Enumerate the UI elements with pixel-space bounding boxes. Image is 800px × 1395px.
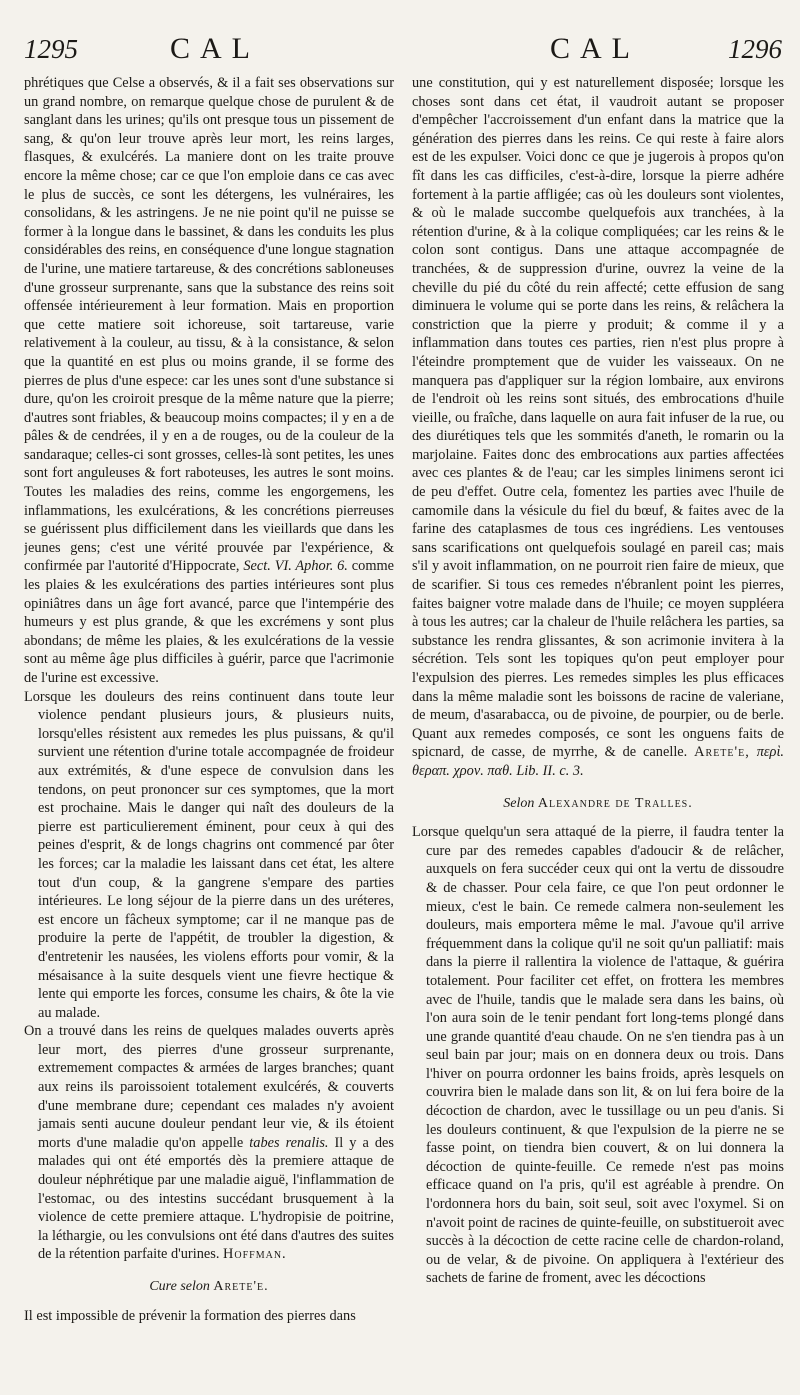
page-header [0, 34, 800, 74]
page-number-left: 1295 [24, 34, 78, 64]
paragraph: Lorsque les douleurs des reins continuent dans toute leur violence pendant plusieurs jours, & plusieurs nuits, lorsqu'elles résistent aux remedes les plus puissans, & qu'il survient une rétention d'urine totale accompagnée de froideur aux extrémités, & d'une espece de convulsion dans les tendons, on peut prononcer sur ces symptomes, que la mort est prochaine. Mais le danger qui naît des douleurs de la pierre est particulierement éminent, pour ceux à qui des peines d'esprit, & de longs chagrins ont commencé par ôter les forces; car la maladie les laissant dans cet état, les altere tout d'un coup, & la gangrene s'empare des parties intérieures. Le long séjour de la pierre dans un des uréteres, est encore un fâcheux symptome; car il ne manque pas de produire la perte de l'appétit, de troubler la digestion, & d'entretenir les nausées, les violens efforts pour vomir, & la mésaisance à la suite desquels vient une fievre hectique & lente qui emporte les forces, consume les chairs, & ôte la vie au malade. [24, 688, 394, 1021]
paragraph: phrétiques que Celse a observés, & il a fait ses observations sur un grand nombre, on remarque quelque chose de purulent & de sanglant dans les urines; qu'ils ont presque tous un pissement de sang, & qu'on leur trouve après leur mort, les reins larges, flasques, & exulcérés. La maniere dont on les traite prouve encore la même chose; car ce que l'on emploie dans ce cas avec le plus de succès, ce sont les détergens, les vulnéraires, les consolidans, & les astringens. Je ne nie point qu'il ne puisse se former à la longue dans le bassinet, & dans les conduits les plus considérables des reins, en conséquence d'une longue stagnation de l'urine, une matiere tartareuse, & des concrétions sabloneuses d'une grosseur surprenante, sans que la substance des reins soit offensée intérieurement à leur formation. Mais en proportion que cette matiere soit ichoreuse, soit tartareuse, varie relativement à la couleur, au tissu, & à la consistance, & selon que la quantité en est plus ou moins grande, il se forme des pierres de plus d'une espece: car les unes sont d'une substance si dure, qu'on les croiroit presque de la même nature que la pierre; d'autres sont friables, & beaucoup moins compactes; il y en a de pâles & de cendrées, il y en a de rouges, ou de la couleur de la sandaraque; celles-ci sont grosses, celles-là sont petites, les unes sont fort anguleuses & fort raboteuses, les autres le sont moins. Toutes les maladies des reins, comme les engorgemens, les inflammations, les exulcérations, & les concrétions pierreuses se guérissent plus difficilement dans les vieillards que dans les jeunes gens; c'est une vérité prouvée par l'expérience, & confirmée par l'autorité d'Hippocrate, Sect. VI. Aphor. 6. comme les plaies & les exulcérations des parties intérieures sont plus opiniâtres dans un âge fort avancé, parce que l'intempérie des humeurs y est plus grande, & que les excrémens y sont plus abondans; de même les plaies, & les exulcérations de la vessie sont au même âge plus difficiles à guérir, parce que l'acrimonie de l'urine est excessive. [24, 75, 394, 686]
paragraph: une constitution, qui y est naturellement disposée; lorsque les choses sont dans cet état, il vaudroit autant se proposer d'empêcher l'accroissement d'un enfant dans la matrice que la génération des pierres dans les reins. Ce qui reste à faire alors est de les expulser. Voici donc ce que je jugerois à propos qu'on fît dans les cas difficiles, c'est-à-dire, lorsque la pierre adhére fortement à la partie affligée; cas où les douleurs sont violentes, & où le malade succombe quelquefois aux tranchées, à la rétention d'urine, & à la colique compliquées; car les reins & le colon sont contigus. Dans une attaque accompagnée de tranchées, & de suppression d'urine, ouvrez la veine de la cheville du pié du côté du rein affecté; cette effusion de sang diminuera le volume qui se porte dans les reins, & relâchera la constriction que la pierre y produit; & comme il y a inflammation dans toutes ces parties, rien n'est plus propre à l'éteindre promptement que de vuider les vaisseaux. On ne manquera pas d'appliquer sur la région lombaire, aux environs de l'endroit où les reins sont situés, des embrocations d'huile vieille, ou fraîche, dans laquelle on aura fait infuser de la rue, ou des diurétiques tels que les sommités d'aneth, le romarin ou la marjolaine. Faites donc des embrocations aux parties affectées avec ces plantes & de l'eau; car les simples linimens seront ici de peu d'effet. Outre cela, fomentez les parties avec l'huile de camomile dans la vésicule du fiel du bœuf, & faites avec de la farine des cataplasmes de tous ces ingrédiens. Les ventouses sans scarifications ont quelquefois soulagé en pareil cas; mais s'il y avoit inflammation, on ne pourroit rien faire de mieux, que de scarifier. Si tous ces remedes n'ébranlent point les pierres, faites baigner votre malade dans de l'huile; ce moyen suppléera à tous les autres; car la chaleur de l'huile relâchera les parties, sa substance les rendra glissantes, & son acrimonie invitera à la sécrétion. Tels sont les topiques qu'on peut employer pour l'expulsion des pierres. Les remedes simples les plus efficaces dans la même maladie sont les boissons de racine de valeriane, de meum, d'asarabacca, ou de pivoine, de pourpier, ou de berle. Quant aux remedes composés, ce sont les onguens faits de spicnard, de casse, de myrrhe, & de canelle. Arete'e, περὶ. θεραπ. χρον. παθ. Lib. II. c. 3. [412, 75, 784, 779]
section-heading: Cure selon Arete'e. [149, 1279, 269, 1294]
right-column [412, 74, 784, 1374]
left-column [24, 74, 394, 1384]
page-number-right: 1296 [728, 34, 782, 64]
author-citation: Hoffman. [223, 1246, 287, 1263]
running-head-right: CAL [550, 32, 640, 65]
section-heading: Selon Alexandre de Tralles. [503, 795, 693, 811]
paragraph: On a trouvé dans les reins de quelques malades ouverts après leur mort, des pierres d'une grosseur surprenante, extremement compactes & armées de larges branches; quant aux reins ils paroissoient totalement exulcérés, & couverts d'une membrane dure; cependant ces malades n'y avoient jamais senti aucune douleur pendant leur vie, & ils étoient morts d'une maladie qu'on appelle tabes renalis. Il y a des malades qui ont été emportés dès la premiere attaque de douleur néphrétique par une maladie aiguë, l'inflammation de l'estomac, ou des intestins succédant brusquement à la violence de cette premiere attaque. L'hydropisie de poitrine, la léthargie, ou les convulsions ont été dans d'autres des suites de la rétention parfaite d'urines. Hoffman. [24, 1023, 394, 1263]
author-citation: Arete'e, [694, 744, 750, 761]
running-head-left: CAL [170, 32, 260, 65]
paragraph: Il est impossible de prévenir la formation des pierres dans [24, 1307, 356, 1324]
paragraph: Lorsque quelqu'un sera attaqué de la pierre, il faudra tenter la cure par des remedes capables d'adoucir & de relâcher, auxquels on fera succéder ceux qui ont la vertu de dissoudre & de chasser. Pour cela faire, ce que l'on peut ordonner le mieux, c'est le bain. Ce remede calmera non-seulement les douleurs, mais emportera même le mal. J'avoue qu'il arrive fréquemment dans la colique qu'il ne soit qu'un palliatif: mais dans la pierre il rallentira la violence de l'attaque, & guérira totalement. Pour faciliter cet effet, on frottera les membres avec de l'huile, tandis que le malade sera dans les bains, où l'on aura soin de le tenir pendant fort long-tems plongé dans une grande quantité d'eau chaude. On ne s'en tiendra pas à un seul bain par jour; mais on en donnera deux ou trois. Dans l'hiver on pourra ordonner les bains froids, après lesquels on couvrira bien le malade dans son lit, & on lui fera boire de la décoction de chardon, avec le tussillage ou un peu d'anis. Si les douleurs continuent, & que l'expulsion de la pierre ne se fasse point, on tiendra bien couvert, & on lui donnera la décoction de quinte-feuille. Ce remede n'est pas moins efficace quand on l'a pris, qu'il est agréable à prendre. On l'ordonnera hors du bain, soit seul, soit avec l'oxymel. Si on n'avoit point de racines de quinte-feuille, on substitueroit avec succès à la décoction de cette racine celle de chardon-roland, ou de velar, & de pivoine. On appliquera à l'extérieur des sachets de farine de froment, avec les décoctions [412, 824, 784, 1287]
